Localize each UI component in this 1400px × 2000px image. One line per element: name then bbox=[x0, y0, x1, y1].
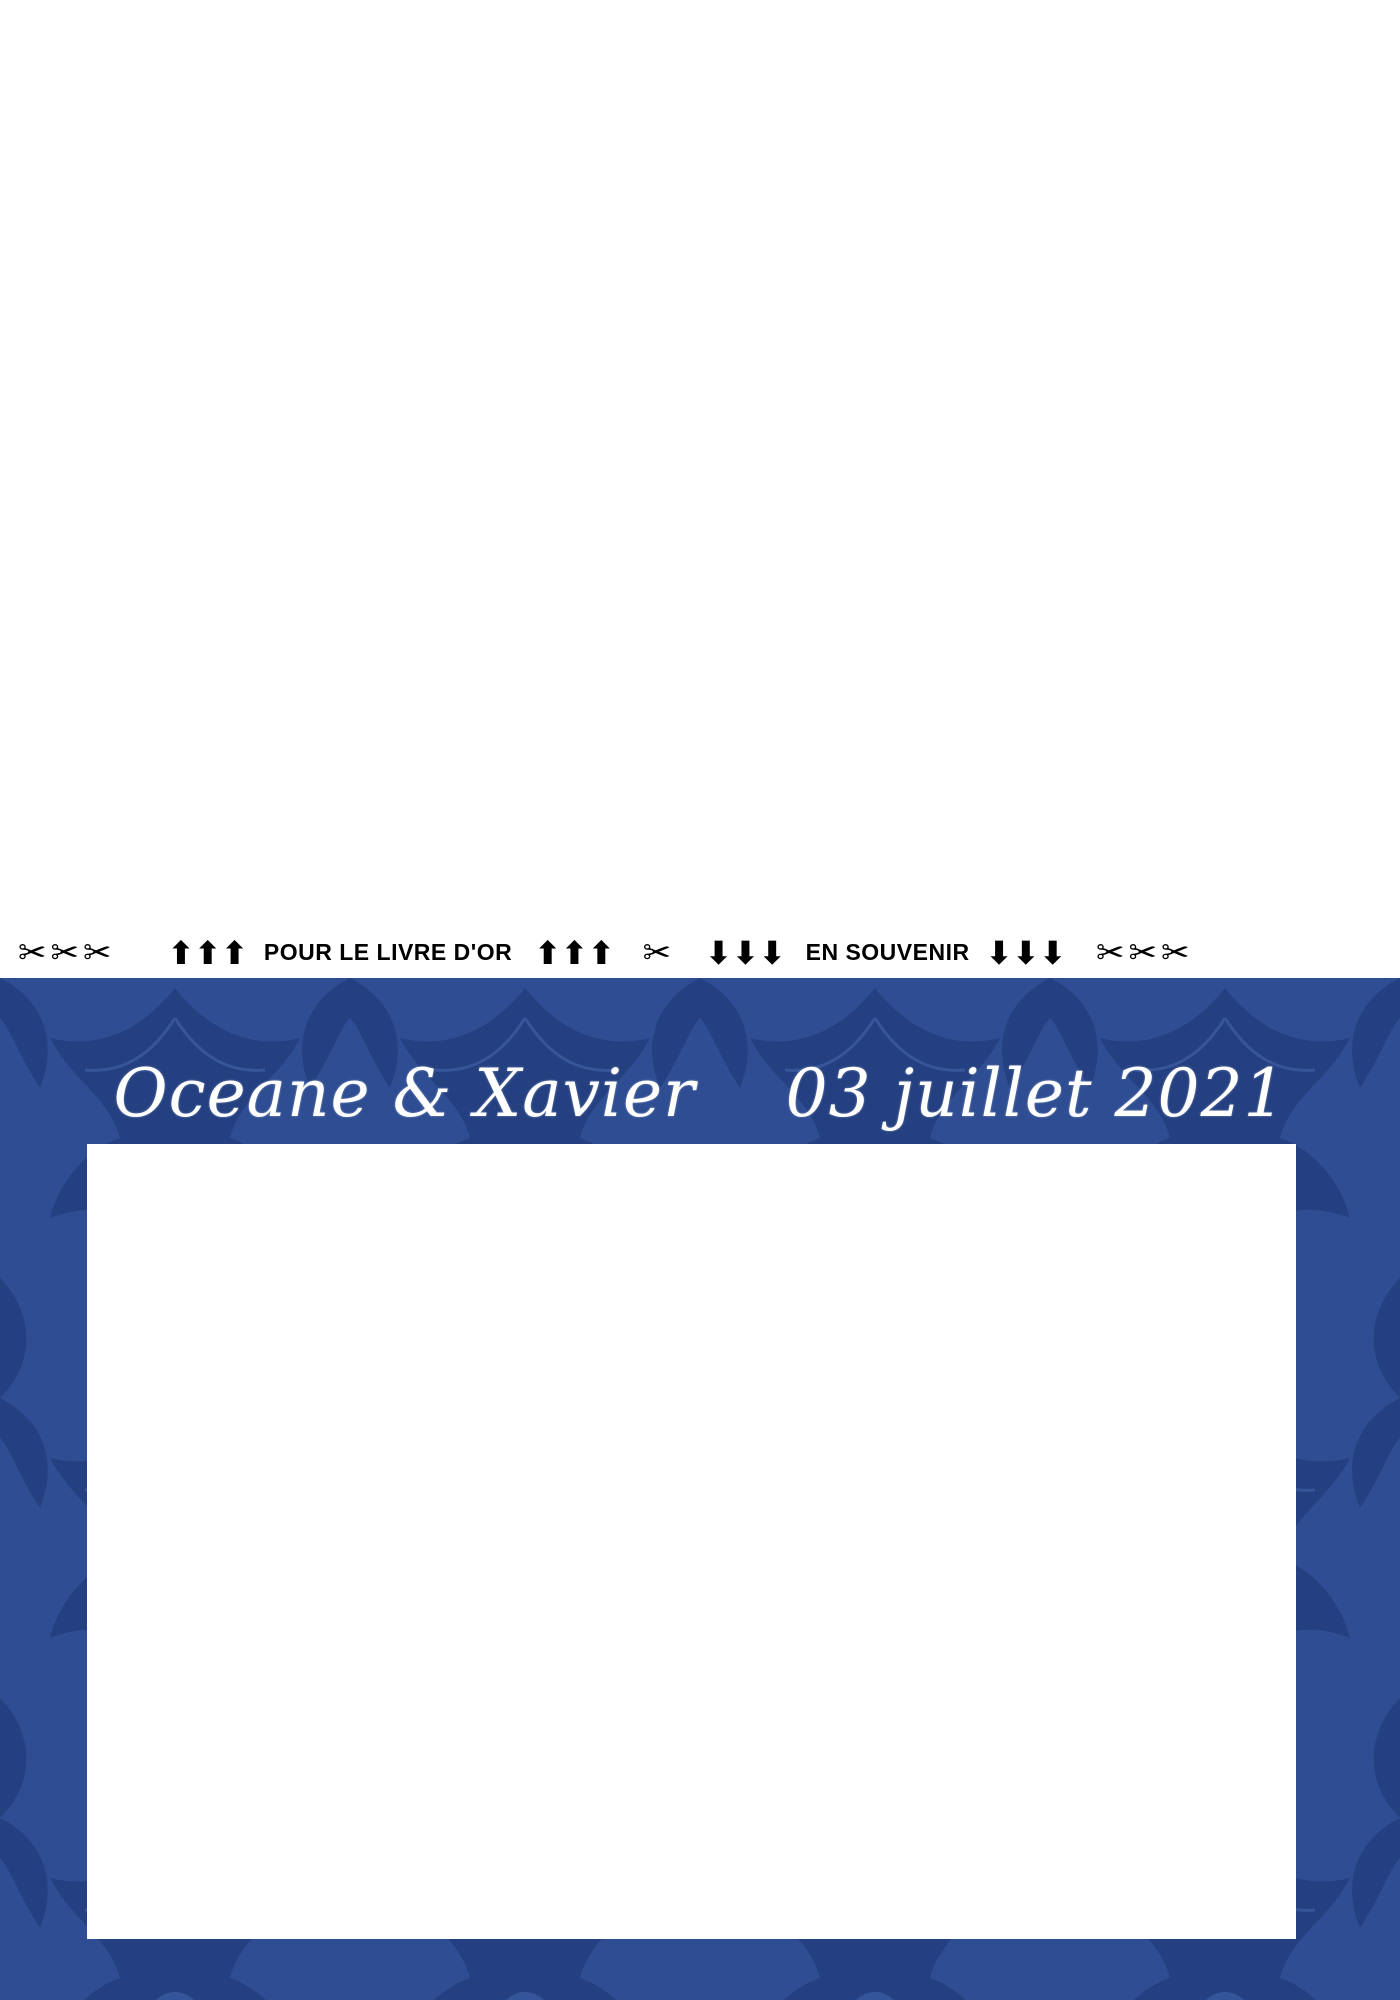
arrow-up-icon-group-left: ⬆⬆⬆ bbox=[167, 933, 248, 972]
card-title bbox=[0, 1038, 1400, 1148]
scissors-icon-group-right: ✂✂✂ bbox=[1096, 932, 1194, 973]
souvenir-label: EN SOUVENIR bbox=[805, 939, 970, 965]
guestbook-label: POUR LE LIVRE D'OR bbox=[263, 939, 513, 965]
arrow-up-icon-group-right: ⬆⬆⬆ bbox=[534, 933, 615, 972]
blank-upper-panel bbox=[0, 0, 1400, 910]
arrow-down-icon-group-left: ⬇⬇⬇ bbox=[705, 933, 786, 972]
photo-card bbox=[0, 978, 1400, 2000]
arrow-down-icon-group-right: ⬇⬇⬇ bbox=[985, 933, 1067, 972]
cut-instruction-strip bbox=[0, 925, 1400, 980]
couple-names: Oceane & Xavier bbox=[113, 1054, 696, 1132]
scissors-icon-group-left: ✂✂✂ bbox=[18, 932, 116, 973]
photo-placeholder bbox=[87, 1144, 1296, 1939]
wedding-date: 03 juillet 2021 bbox=[785, 1054, 1287, 1132]
scissors-icon-middle: ✂ bbox=[642, 932, 676, 973]
